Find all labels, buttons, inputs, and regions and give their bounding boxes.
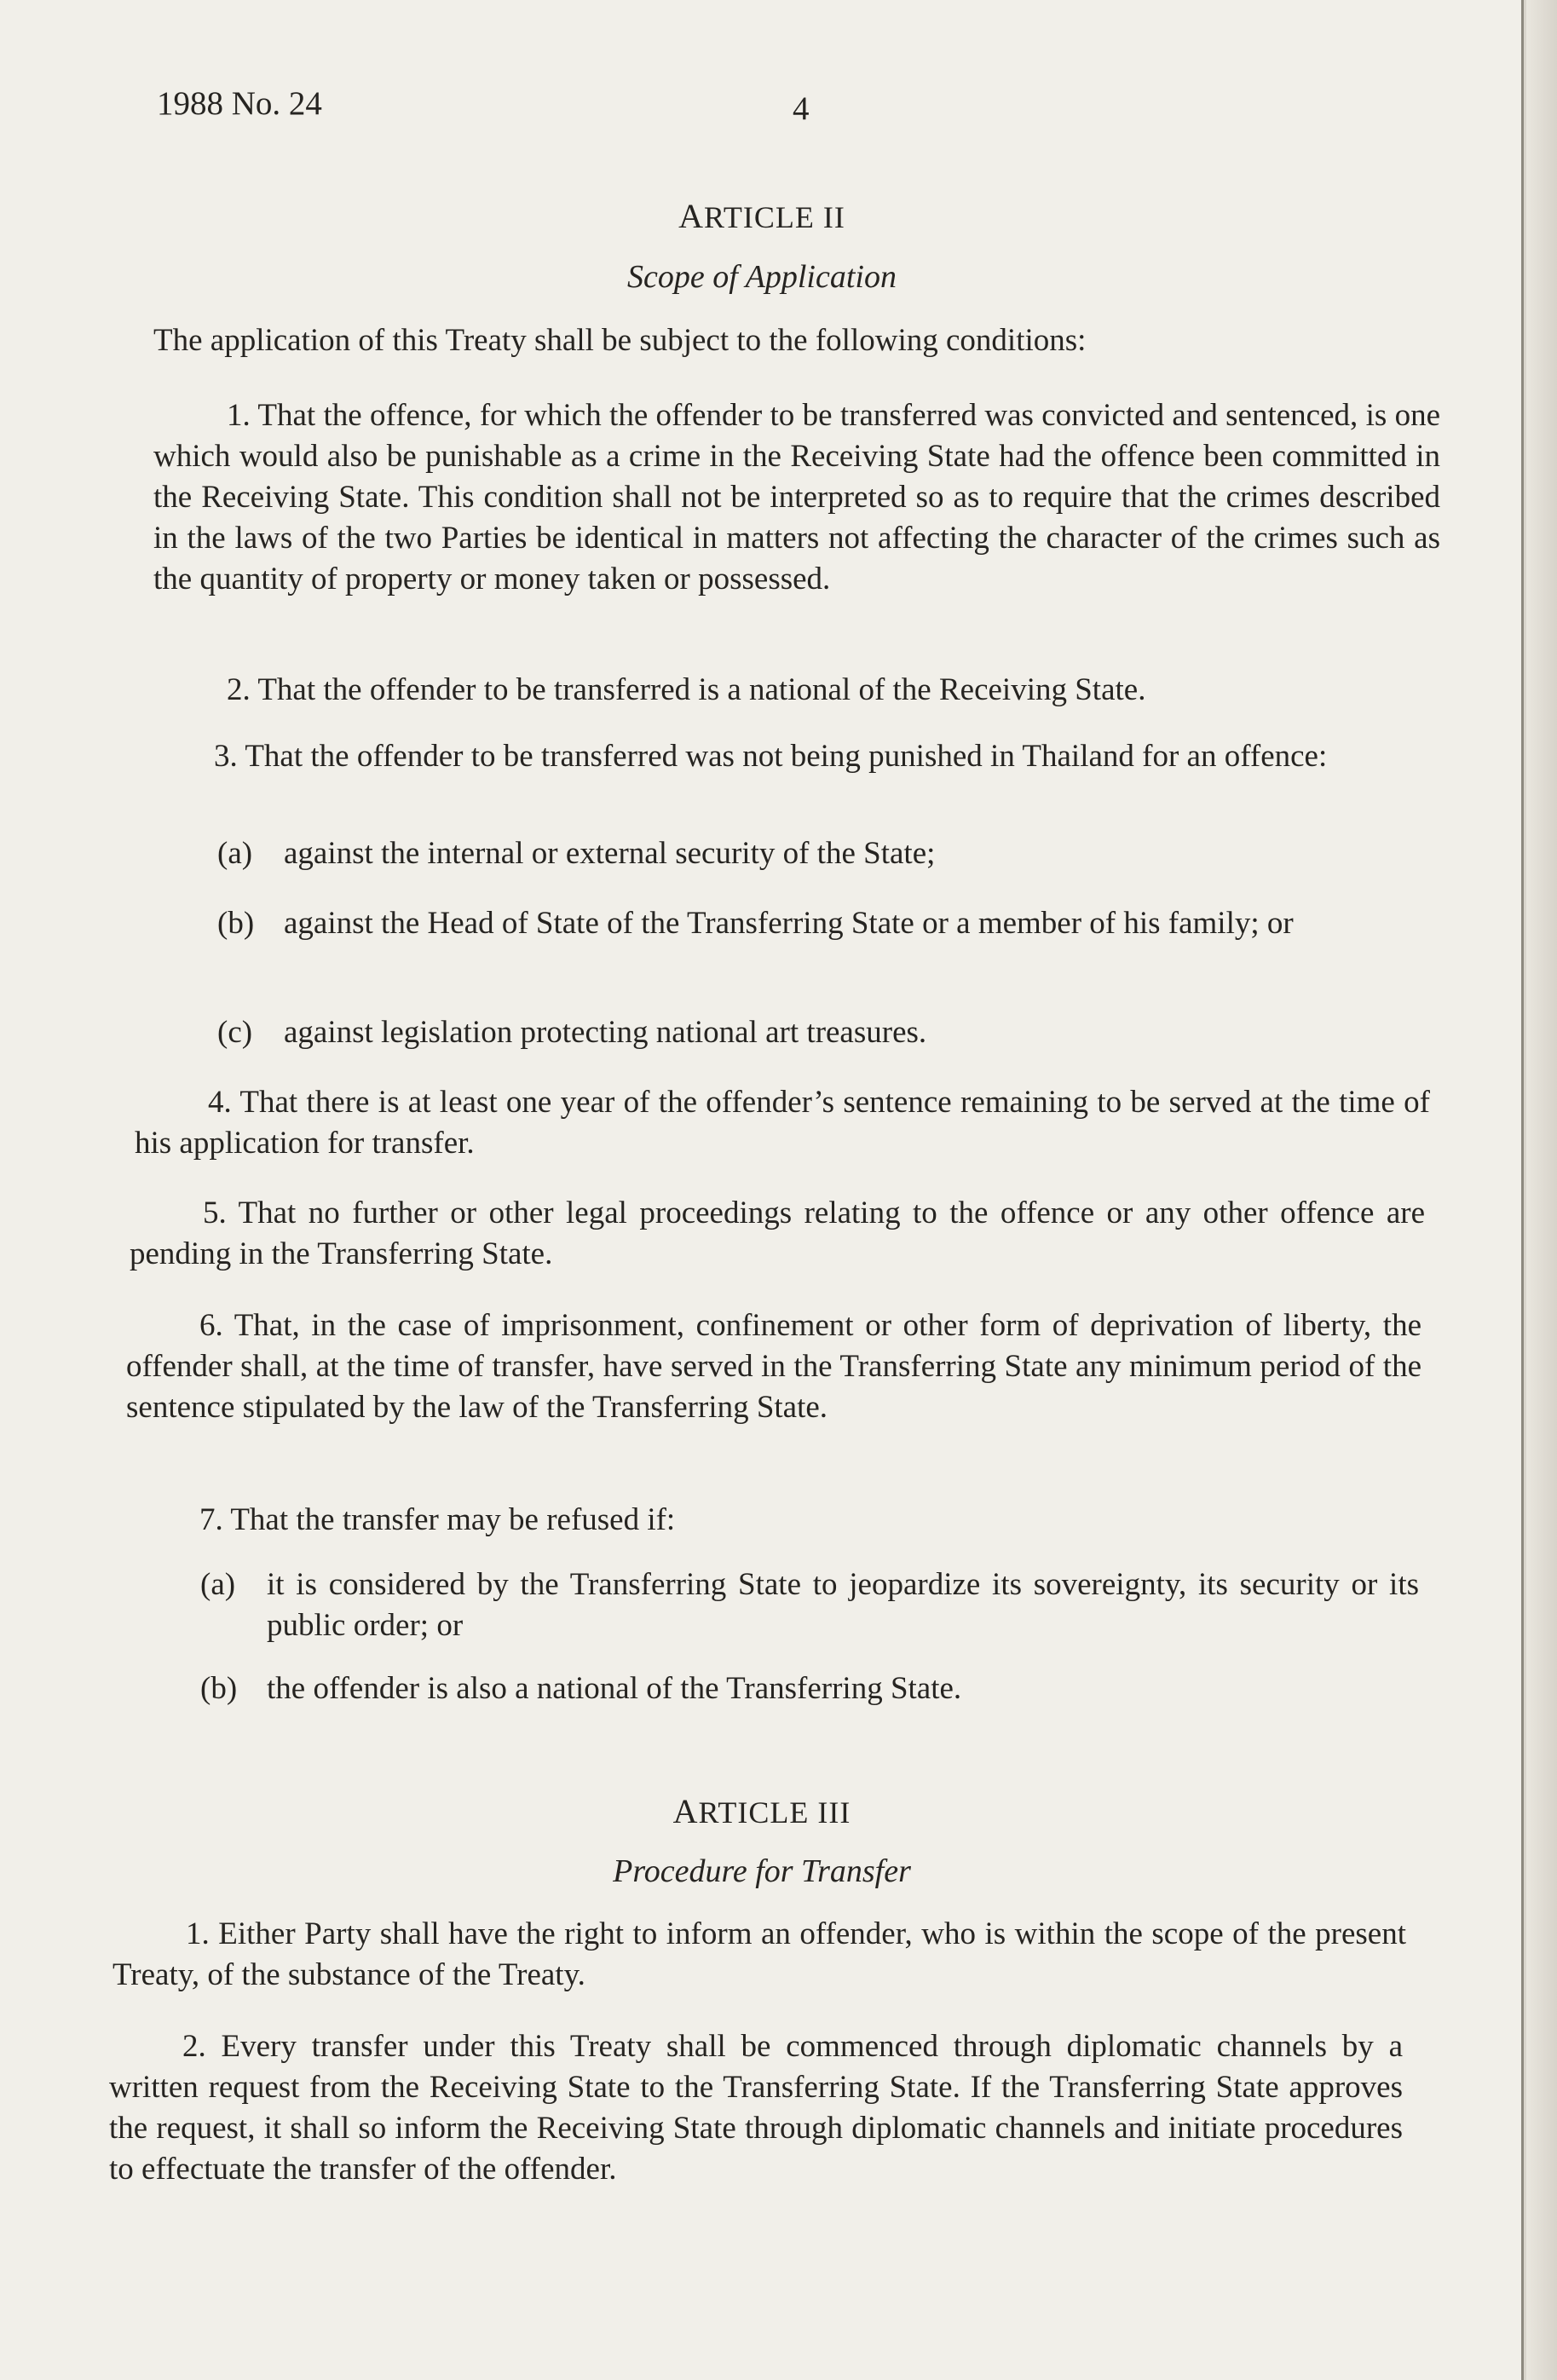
article-2-paragraph-2: 2. That the offender to be transferred is a national of the Receiving State. bbox=[227, 672, 1146, 707]
article-2-item-7b: (b) the offender is also a national of the Transferring State. bbox=[200, 1671, 962, 1706]
article-2-heading: ARTICLE II bbox=[678, 197, 845, 235]
article-2-item-3c: (c) against legislation protecting national art treasures. bbox=[217, 1015, 927, 1050]
article-2-paragraph-4: 4. That there is at least one year of the offender’s sentence remaining to be served at the time of his application for transfer. bbox=[135, 1085, 1430, 1161]
article-2-paragraph-3: 3. That the offender to be transferred was not being punished in Thailand for an offence: bbox=[214, 739, 1328, 774]
page-number: 4 bbox=[793, 90, 810, 127]
article-3-paragraph-1: 1. Either Party shall have the right to inform an offender, who is within the scope of the present Treaty, of the substance of the Treaty. bbox=[112, 1916, 1406, 1992]
article-2-intro: The application of this Treaty shall be subject to the following conditions: bbox=[153, 323, 1087, 358]
article-2-paragraph-1: 1. That the offence, for which the offender to be transferred was convicted and sentenced, is one which would also be punishable as a crime in the Receiving State had the offence been committed in the Receiving State. This condition shall not be interpreted so as to require that the crimes described in the laws of the two Parties be identical in matters not affecting the character of the crimes such as the quantity of property or money taken or possessed. bbox=[153, 398, 1440, 596]
adjacent-page-edge bbox=[1526, 0, 1557, 2380]
article-2-paragraph-7: 7. That the transfer may be refused if: bbox=[199, 1502, 676, 1537]
article-2-paragraph-5: 5. That no further or other legal proceedings relating to the offence or any other offence are pending in the Transferring State. bbox=[130, 1196, 1425, 1271]
article-3-heading: ARTICLE III bbox=[672, 1792, 851, 1830]
article-3-subheading: Procedure for Transfer bbox=[613, 1853, 911, 1889]
article-2-item-3a: (a) against the internal or external security of the State; bbox=[217, 836, 936, 871]
article-3-paragraph-2: 2. Every transfer under this Treaty shall be commenced through diplomatic channels by a written request from the Receiving State to the Transferring State. If the Transferring State approves the request, it shall so inform the Receiving State through diplomatic channels and initiate procedures to effectuate the transfer of the offender. bbox=[109, 2029, 1403, 2187]
article-2-paragraph-6: 6. That, in the case of imprisonment, confinement or other form of deprivation of liberty, the offender shall, at the time of transfer, have served in the Transferring State any minimum period of the sentence stipulated by the law of the Transferring State. bbox=[126, 1308, 1421, 1425]
page-header-year-number: 1988 No. 24 bbox=[157, 85, 322, 122]
article-2-item-3b: (b) against the Head of State of the Transferring State or a member of his family; or bbox=[217, 906, 1294, 941]
article-2-item-7a: (a) it is considered by the Transferring State to jeopardize its sovereignty, its security or its public order; or bbox=[200, 1567, 1419, 1643]
article-2-subheading: Scope of Application bbox=[627, 259, 897, 295]
